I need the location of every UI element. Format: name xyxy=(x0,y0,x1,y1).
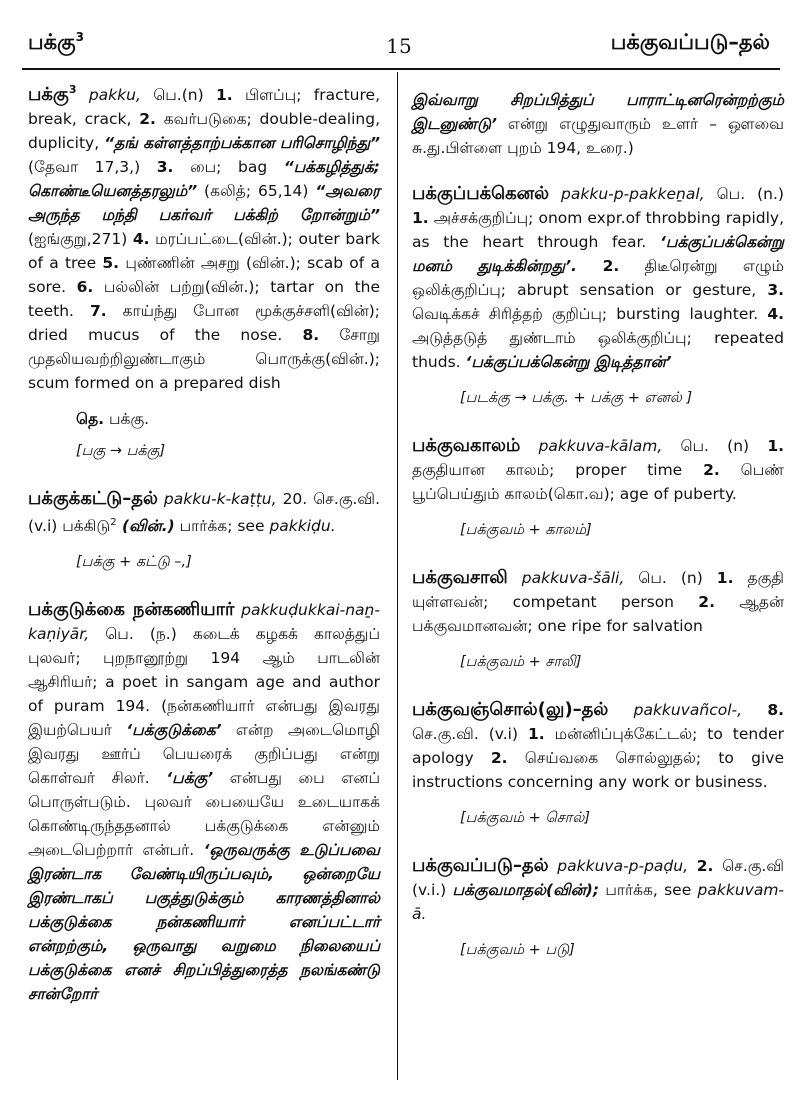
transliteration: pakkuvañcol-, xyxy=(633,701,743,719)
etymology: [பக்குவம் + படு] xyxy=(460,942,575,958)
entry-pakku-k-kattu: பக்குக்கட்டு–தல் pakku-k-kaṭṭu, 20. செ.கு.வி. (v.i) பக்கிடு$^2$ (வின்.) பார்க்க; see pakkiḍu. xyxy=(28,488,380,536)
entry-headword: பக்குவகாலம் xyxy=(412,435,521,456)
transliteration: pakkuḍukkai-naṉ-kaṇiyār, xyxy=(28,601,380,644)
etymology: [படக்கு → பக்கு. + பக்கு + எனல் ] xyxy=(460,390,693,406)
left-column xyxy=(28,78,380,1018)
entry-headword: பக்குடுக்கை நன்கணியார் xyxy=(28,599,235,621)
page-header xyxy=(28,30,770,62)
entry-pakkuva-p-padu: பக்குவப்படு–தல் pakkuva-p-paḍu, 2. செ.கு.வி (v.i.) பக்குவமாதல்(வின்); பார்க்க, see pakkuvam-ā. xyxy=(412,855,785,923)
entry-pakkuva-kalam: பக்குவகாலம் pakkuva-kālam, பெ. (n) 1. தகுதியான காலம்; proper time 2. பெண் பூப்பெய்தும் காலம்(கொ.வ); age of puberty. xyxy=(412,435,784,503)
etymology: [பக்குவம் + சாலி] xyxy=(460,654,582,670)
etymology: [பக்குவம் + காலம்] xyxy=(460,522,592,538)
quotation: “அவரை அருந்த மந்தி பகர்வர் பக்கிற் றோன்றும்” xyxy=(28,182,380,224)
entry-headword: பக்குவஞ்சொல்(லு)–தல் xyxy=(412,699,609,720)
entry-pakku3: பக்கு$^3$ pakku, பெ.(n) 1. பிளப்பு; fracture, break, crack, 2. கவர்படுகை; double-dealing, duplicity, “தங் கள்ளத்தாற்பக்கான பரிசொழிந்து” (தேவா 17,3,) 3. பை; bag “பக்கழித்துக்; கொண்டீயெனத்தரலும்” (கலித்; 65,14) “அவரை அருந்த மந்தி பகர்வர் பக்கிற் றோன்றும்” (ஐங்குறு,271) 4. மரப்பட்டை(வின்.); outer bark of a tree 5. புண்ணின் அசறு (வின்.); scab of a sore. 6. பல்லின் பற்று(வின்.); tartar on the teeth. 7. காய்ந்து போன மூக்குச்சளி(வின்); dried mucus of the nose. 8. சோறு முதலியவற்றிலுண்டாகும் பொருக்கு(வின்.); scum formed on a prepared dish xyxy=(28,83,381,392)
header-rule xyxy=(22,68,780,70)
entry-pakku-p-pakkenal: பக்குப்பக்கெனல் pakku-p-pakkeṉal, பெ. (n.) 1. அச்சக்குறிப்பு; onom expr.of throbbing rapidly, as the heart through fear. ‘பக்குப்பக்கென்று மனம் துடிக்கின்றது’. 2. திடீரென்று எழும் ஒலிக்குறிப்பு; abrupt sensation or gesture, 3. வெடிக்கச் சிரித்தற் குறிப்பு; bursting laughter. 4. அடுத்தடுத் துண்டாம் ஒலிக்குறிப்பு; repeated thuds. ‘பக்குப்பக்கென்று இடித்தான்’ xyxy=(412,183,784,371)
entry-headword: பக்குக்கட்டு–தல் xyxy=(28,488,158,509)
entry-continuation: இவ்வாறு சிறப்பித்துப் பாராட்டினரென்றற்கும் இடனுண்டு’ என்று எழுதுவாரும் உளர் – ஔவை சு.து.பிள்ளை புறம் 194, உரை.) xyxy=(412,91,784,157)
transliteration: pakkuva-kālam, xyxy=(538,437,663,455)
header-left-word: பக்கு$^3$ xyxy=(28,30,84,54)
entry-headword: பக்குவப்படு–தல் xyxy=(412,855,549,876)
transliteration: pakku-k-kaṭṭu, xyxy=(163,490,277,508)
entry-pakkudukkai-nankaniyar: பக்குடுக்கை நன்கணியார் pakkuḍukkai-naṉ-kaṇiyār, பெ. (ந.) கடைக் கழகக் காலத்துப் புலவர்; புறநானூற்று 194 ஆம் பாடலின் ஆசிரியர்; a poet in sangam age and author of puram 194. (நன்கணியார் என்பது இவரது இயற்பெயர் ‘பக்குடுக்கை’ என்ற அடைமொழி இவரது ஊர்ப் பெயரைக் குறிப்பது என்று கொள்வர் சிலர். ‘பக்கு’ என்பது பை எனப் பொருள்படும். புலவர் பையையே உடையாகக் கொண்டிருந்ததனால் பக்குடுக்கை என்னும் அடைபெற்றார் என்பர். ‘ஒருவருக்கு உடுப்பவை இரண்டாக வேண்டியிருப்பவும், ஒன்றையே இரண்டாகப் பகுத்துடுக்கும் காரணத்தினால் பக்குடுக்கை நன்கணியார் எனப்பட்டார் என்றற்கும், ஒருவாது வறுமை நிலையைப் பக்குடுக்கை எனச் சிறப்பித்துரைத்த நலங்கண்டு சான்றோர் xyxy=(28,599,380,1004)
etymology: [பக்குவம் + சொல்] xyxy=(460,810,591,826)
entry-pakkuvancol: பக்குவஞ்சொல்(லு)–தல் pakkuvañcol-, 8. செ.கு.வி. (v.i) 1. மன்னிப்புக்கேட்டல்; to tender apology 2. செய்வகை சொல்லுதல்; to give instructions concerning any work or business. xyxy=(412,699,784,791)
page-number: 15 xyxy=(386,34,412,58)
quotation: ‘ஒருவருக்கு உடுப்பவை இரண்டாக வேண்டியிருப்பவும், ஒன்றையே இரண்டாகப் பகுத்துடுக்கும் காரணத்தினால் பக்குடுக்கை நன்கணியார் எனப்பட்டார் என்றற்கும், ஒருவாது வறுமை நிலையைப் பக்குடுக்கை எனச் சிறப்பித்துரைத்த நலங்கண்டு சான்றோர் xyxy=(28,841,380,1004)
transliteration: pakku, xyxy=(88,86,141,104)
transliteration: pakkuva-šāli, xyxy=(521,569,625,587)
etymology: [பகு → பக்கு] xyxy=(76,443,166,459)
transliteration: pakkuva-p-paḍu, xyxy=(557,857,689,875)
column-divider xyxy=(397,72,398,1080)
etymology: [பக்கு + கட்டு –,] xyxy=(76,554,192,571)
entry-headword: பக்குப்பக்கெனல் xyxy=(412,183,550,204)
quotation: “தங் கள்ளத்தாற்பக்கான பரிசொழிந்து” xyxy=(104,134,381,152)
entry-headword: பக்கு$^3$ xyxy=(28,83,77,105)
quotation: “பக்கழித்துக்; கொண்டீயெனத்தரலும்” xyxy=(28,158,380,200)
cognate: தெ. பக்கு. xyxy=(76,410,150,428)
right-column xyxy=(412,88,784,986)
entry-pakkuva-sali: பக்குவசாலி pakkuva-šāli, பெ. (n) 1. தகுதி யுள்ளவன்; competant person 2. ஆதன் பக்குவமானவன்; one ripe for salvation xyxy=(412,567,784,635)
transliteration: pakku-p-pakkeṉal, xyxy=(561,185,705,203)
entry-headword: பக்குவசாலி xyxy=(412,567,508,588)
header-right-word: பக்குவப்படு–தல் xyxy=(610,30,770,54)
